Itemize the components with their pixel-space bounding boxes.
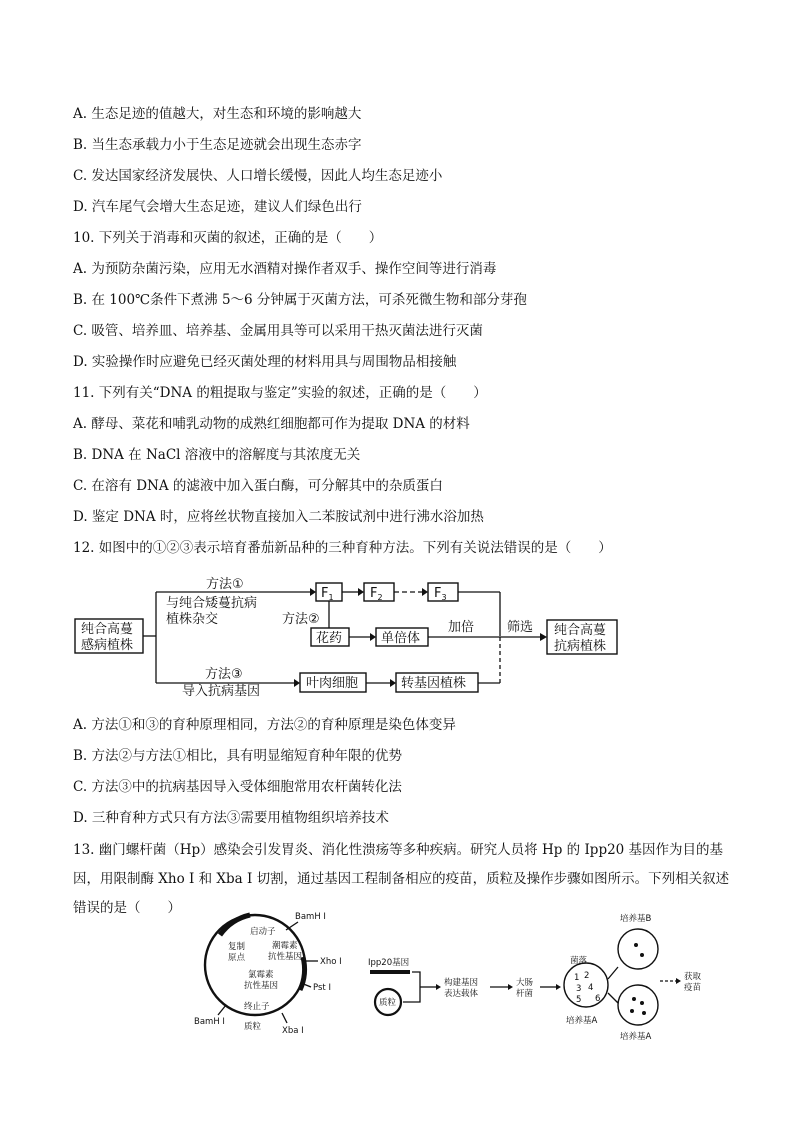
q12-option-a: A. 方法①和③的育种原理相同，方法②的育种原理是染色体变异 — [73, 717, 456, 733]
method1-desc1: 与纯合矮蔓抗病 — [166, 596, 258, 611]
medium-b-label: 培养基B — [620, 914, 652, 924]
q10-option-d: D. 实验操作时应避免已经灭菌处理的材料用具与周围物品相接触 — [73, 354, 457, 370]
genetic-engineering-diagram — [190, 905, 710, 1045]
xba1-label: Xba I — [282, 1026, 304, 1036]
ori-line2: 原点 — [228, 953, 246, 963]
terminator-label: 终止子 — [244, 1002, 270, 1012]
bamh1-top-label: BamH I — [295, 912, 326, 922]
medium-a2-dish — [618, 985, 658, 1025]
breeding-methods-diagram — [70, 570, 630, 700]
end-box-line2: 抗病植株 — [554, 639, 607, 654]
q12-option-c: C. 方法③中的抗病基因导入受体细胞常用农杆菌转化法 — [73, 779, 402, 795]
vaccine-line1: 获取 — [684, 972, 702, 982]
ecoli-line2: 杆菌 — [516, 989, 534, 999]
plasmid-circle-label: 质粒 — [379, 998, 397, 1008]
q12-option-d: D. 三种育种方式只有方法③需要用植物组织培养技术 — [73, 810, 389, 826]
medium-a-label: 培养基A — [566, 1016, 598, 1026]
resistance2-line2: 抗性基因 — [244, 981, 279, 991]
q10-option-b: B. 在 100℃条件下煮沸 5～6 分钟属于灭菌方法，可杀死微生物和部分芽孢 — [73, 292, 527, 308]
q9-option-d: D. 汽车尾气会增大生态足迹，建议人们绿色出行 — [73, 199, 362, 215]
q13-stem: 13. 幽门螺杆菌（Hp）感染会引发胃炎、消化性溃疡等多种疾病。研究人员将 Hp 的 Ipp20 基因作为目的基因，用限制酶 Xho I 和 Xba I 切割，通过基因工程制备相应的疫苗，质粒及操作步骤如图所示。下列相关叙述错误的是（ ） — [73, 842, 730, 916]
q11-option-b: B. DNA 在 NaCl 溶液中的溶解度与其浓度无关 — [73, 447, 361, 463]
q10-option-a: A. 为预防杂菌污染，应用无水酒精对操作者双手、操作空间等进行消毒 — [73, 261, 497, 277]
f2-label: $F_2$ — [370, 586, 383, 602]
haploid-label: 单倍体 — [381, 631, 421, 646]
method3-label: 方法③ — [205, 667, 243, 682]
colony-3: 3 — [576, 984, 582, 994]
colony-6: 6 — [595, 994, 601, 1004]
q12-option-b: B. 方法②与方法①相比，具有明显缩短育种年限的优势 — [73, 748, 403, 764]
start-box-line1: 纯合高蔓 — [81, 622, 134, 637]
q11-stem: 11. 下列有关“DNA 的粗提取与鉴定”实验的叙述，正确的是（ ） — [73, 385, 487, 401]
medium-b-dish — [618, 929, 658, 969]
start-box-line2: 感病植株 — [81, 638, 134, 653]
q10-option-c: C. 吸管、培养皿、培养基、金属用具等可以采用干热灭菌法进行灭菌 — [73, 323, 483, 339]
resistance1-line1: 潮霉素 — [272, 941, 298, 951]
construct-line2: 表达载体 — [444, 989, 479, 999]
pst1-label: Pst I — [313, 983, 331, 993]
medium-a2-label: 培养基A — [620, 1032, 652, 1042]
double-label: 加倍 — [448, 620, 475, 635]
ipp20-gene-bar — [370, 970, 410, 974]
q10-stem: 10. 下列关于消毒和灭菌的叙述，正确的是（ ） — [73, 230, 383, 246]
q9-option-c: C. 发达国家经济发展快、人口增长缓慢，因此人均生态足迹小 — [73, 168, 443, 184]
q9-option-a: A. 生态足迹的值越大，对生态和环境的影响越大 — [73, 106, 362, 122]
colony-4: 4 — [588, 983, 594, 993]
bamh1-bottom-label: BamH I — [194, 1017, 225, 1027]
colony-label: 菌落 — [570, 956, 588, 966]
medium-a-dish — [564, 963, 608, 1007]
method1-desc2: 植株杂交 — [166, 612, 219, 627]
q9-option-b: B. 当生态承载力小于生态足迹就会出现生态赤字 — [73, 137, 362, 153]
ori-line1: 复制 — [228, 942, 246, 952]
f3-label: $F_3$ — [434, 586, 447, 602]
q11-option-c: C. 在溶有 DNA 的滤液中加入蛋白酶，可分解其中的杂质蛋白 — [73, 478, 443, 494]
xho1-label: Xho I — [320, 957, 342, 967]
promoter-label: 启动子 — [250, 927, 276, 937]
method2-label: 方法② — [282, 612, 320, 627]
ecoli-line1: 大肠 — [516, 978, 534, 988]
colony-2: 2 — [584, 971, 590, 981]
select-label: 筛选 — [507, 620, 534, 635]
colony-1: 1 — [574, 973, 580, 983]
end-box-line1: 纯合高蔓 — [554, 623, 607, 638]
f1-label: $F_1$ — [321, 586, 334, 602]
method3-desc: 导入抗病基因 — [182, 684, 261, 699]
plasmid-label: 质粒 — [244, 1022, 262, 1032]
method1-label: 方法① — [206, 577, 244, 592]
resistance1-line2: 抗性基因 — [268, 952, 303, 962]
construct-line1: 构建基因 — [444, 978, 479, 988]
transgenic-label: 转基因植株 — [401, 676, 467, 691]
q11-option-d: D. 鉴定 DNA 时，应将丝状物直接加入二苯胺试剂中进行沸水浴加热 — [73, 509, 484, 525]
mesophyll-label: 叶肉细胞 — [306, 676, 359, 691]
ipp20-gene-label: Ipp20基因 — [368, 958, 410, 968]
vaccine-line2: 疫苗 — [684, 983, 702, 993]
q12-stem: 12. 如图中的①②③表示培育番茄新品种的三种育种方法。下列有关说法错误的是（ ） — [73, 540, 612, 556]
q11-option-a: A. 酵母、菜花和哺乳动物的成熟红细胞都可作为提取 DNA 的材料 — [73, 416, 470, 432]
colony-5: 5 — [576, 995, 582, 1005]
anther-label: 花药 — [316, 631, 343, 646]
resistance2-line1: 氯霉素 — [248, 970, 274, 980]
